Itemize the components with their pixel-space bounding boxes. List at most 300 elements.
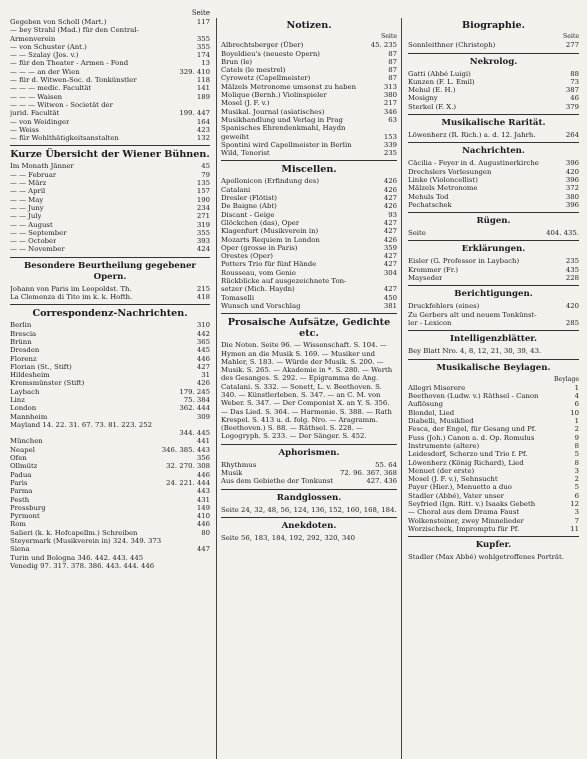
left-column (10, 9, 214, 759)
entry-page: 380 (565, 192, 579, 201)
entry-label: Mosel (J. F. v.) (221, 99, 270, 108)
divider (10, 304, 210, 305)
entry-label: Albrechtsberger (Über) (221, 41, 304, 50)
entry-page: 31 (201, 371, 210, 380)
entry-label: Orestes (Oper) (221, 252, 273, 261)
nekrolog-list (408, 70, 579, 111)
entry-label: Pesth (10, 495, 30, 504)
index-entry (408, 311, 579, 319)
entry-label: Rom (10, 520, 26, 529)
index-entry (408, 525, 579, 533)
correspondence-list (10, 321, 210, 570)
entry-page: 3 (574, 466, 579, 475)
entry-page: 6 (574, 491, 579, 500)
entry-page: 359 (383, 243, 397, 252)
entry-label: Catalani (221, 185, 251, 194)
entry-page: 87 (388, 74, 397, 83)
entry-label: Stadler (Abbé), Vater unser (408, 491, 504, 500)
divider (221, 489, 397, 490)
entry-label: Auflösung (408, 400, 443, 409)
entry-page: 329. 410 (179, 67, 210, 76)
index-entry (221, 108, 397, 116)
entry-label: Cäcilia - Feyer in d. Augustinerkirche (408, 159, 539, 168)
index-entry (408, 384, 579, 392)
entry-page: 117 (196, 18, 210, 26)
entry-label: — — May (10, 195, 44, 204)
entry-page: 313 (383, 82, 397, 91)
entry-page: 427 (383, 252, 397, 261)
divider (408, 285, 579, 286)
entry-page (207, 554, 210, 562)
entry-label: — — — Waisen (10, 92, 63, 101)
entry-page: 381 (383, 301, 397, 310)
index-entry (408, 168, 579, 176)
entry-page: 423 (196, 125, 210, 134)
kurze-uebersicht-title: Kurze Übersicht der Wiener Bühnen. (10, 149, 210, 161)
entry-page: 5 (574, 450, 579, 459)
entry-label: Oper (grosse in Paris) (221, 243, 298, 252)
divider (221, 444, 397, 445)
entry-label: — für den Theater - Armen - Fond (10, 59, 129, 68)
entry-page: 344. 445 (179, 429, 210, 438)
entry-page: 189 (196, 92, 210, 101)
index-entry (408, 193, 579, 201)
index-entry (221, 83, 397, 91)
entry-page: 355 (196, 42, 210, 51)
index-entry (10, 68, 210, 76)
entry-page: 55. 64 (375, 460, 397, 469)
index-entry (10, 245, 210, 253)
entry-page: 355 (196, 34, 210, 43)
index-entry (408, 70, 579, 78)
index-entry (408, 459, 579, 467)
entry-page: 277 (565, 41, 579, 50)
index-entry (221, 285, 397, 293)
entry-page: 304 (383, 268, 397, 277)
entry-page: 379 (565, 102, 579, 111)
entry-page: 424 (196, 245, 210, 254)
entry-label: Seyfried (Ign. Ritt. v.) Isaaks Gebeth (408, 499, 536, 508)
index-entry (408, 176, 579, 184)
index-entry (221, 260, 397, 268)
entry-label: Johann von Paris im Leopoldst. Th. (10, 284, 132, 293)
entry-label: — von Schuster (Ant.) (10, 42, 87, 51)
index-entry (10, 221, 210, 229)
berichtigungen-title: Berichtigungen. (454, 289, 533, 300)
divider (408, 212, 579, 213)
entry-label: Fuss (Joh.) Canon a. d. Op. Romulus (408, 433, 535, 442)
index-entry (221, 177, 397, 185)
middle-page-header: Seite (380, 33, 397, 40)
entry-label: Gegeben von Scholl (Mart.) (10, 18, 107, 26)
entry-page: 80 (201, 528, 210, 537)
erklaerungen-list (408, 257, 579, 282)
entry-page: 319 (196, 220, 210, 229)
index-entry (10, 109, 210, 117)
index-entry (221, 186, 397, 194)
entry-page: 418 (196, 293, 210, 302)
entry-page: 2 (574, 475, 579, 484)
entry-label: — — — an der Wien (10, 67, 80, 76)
index-entry (221, 133, 397, 141)
index-entry (408, 94, 579, 102)
index-entry (408, 492, 579, 500)
entry-page: 362. 444 (179, 404, 210, 413)
entry-label: Kremsmünster (Stift) (10, 379, 85, 388)
index-entry (221, 58, 397, 66)
beylagen-list (408, 384, 579, 533)
entry-page: 271 (196, 212, 210, 221)
entry-page: 420 (565, 167, 579, 176)
entry-page: 164 (196, 117, 210, 126)
entry-page: 356 (196, 454, 210, 463)
entry-label: — — July (10, 212, 42, 221)
index-entry (221, 194, 397, 202)
entry-page: 427. 436 (366, 477, 397, 486)
index-entry (10, 101, 210, 109)
entry-label: Salieri (k. k. Hofcapellm.) Schreiben (10, 528, 138, 537)
entry-page: 12 (570, 499, 579, 508)
index-entry (10, 429, 210, 437)
index-entry (221, 302, 397, 310)
intelligenz-title: Intelligenzblätter. (449, 334, 538, 345)
entry-page: 310 (196, 321, 210, 330)
index-entry (408, 266, 579, 274)
index-entry (408, 302, 579, 310)
index-entry (10, 371, 210, 379)
index-entry (10, 487, 210, 495)
entry-label: Wild, Tenorist (221, 149, 270, 158)
aphorismen-list (221, 461, 397, 486)
entry-label: Krommer (Fr.) (408, 265, 459, 274)
entry-page: 264 (565, 131, 579, 140)
beylagen-title: Musikalische Beylagen. (436, 362, 551, 373)
entry-page: 199. 447 (179, 109, 210, 118)
entry-page (576, 311, 579, 319)
entry-page: 393 (196, 237, 210, 246)
entry-label: Brun (le) (221, 57, 253, 66)
index-entry (10, 346, 210, 354)
entry-label: Steyermark (Musikverein in) 324. 349. 373 (10, 537, 162, 546)
divider (221, 517, 397, 518)
index-entry (221, 141, 397, 149)
entry-page: 426 (383, 185, 397, 194)
beylagen-subheader: Beylage (554, 375, 579, 383)
index-entry (10, 126, 210, 134)
entry-page: 1 (574, 383, 579, 392)
entry-label: Hildesheim (10, 371, 50, 380)
biographie-list (408, 41, 579, 49)
entry-page (207, 26, 210, 34)
index-entry (221, 74, 397, 82)
intelligenz-text: Bey Blatt Nro. 4, 8, 12, 21, 30, 39, 43. (408, 347, 542, 356)
randglossen-text: Seite 24, 32, 48, 56, 124, 136, 152, 160, 168, 184. (221, 505, 397, 514)
index-entry (221, 469, 397, 477)
index-entry (408, 103, 579, 111)
index-entry (10, 520, 210, 528)
entry-label: Mozarts Requiem in London (221, 235, 320, 244)
entry-label: Löwenherz (König Richard), Lied (408, 458, 524, 467)
index-entry (221, 149, 397, 157)
index-entry (221, 91, 397, 99)
berichtigungen-list (408, 302, 579, 327)
entry-page (207, 421, 210, 429)
prosa-title: Prosaische Aufsätze, Gedichte etc. (227, 317, 391, 340)
entry-label: — — October (10, 237, 57, 246)
index-entry (408, 201, 579, 209)
entry-label: Sonnleithner (Christoph) (408, 41, 496, 50)
divider (408, 240, 579, 241)
monthly-overview-list (10, 162, 210, 253)
entry-label: Catels (le mestrel) (221, 66, 286, 75)
index-entry (221, 477, 397, 485)
index-entry (10, 363, 210, 371)
index-entry (221, 277, 397, 285)
index-entry (408, 86, 579, 94)
entry-page: 309 (196, 412, 210, 421)
entry-label: Blondel, Lied (408, 408, 455, 417)
entry-page: 190 (196, 195, 210, 204)
index-entry (10, 229, 210, 237)
divider (408, 53, 579, 54)
entry-page: 179. 245 (179, 387, 210, 396)
entry-label: ler - Lexicon (408, 318, 452, 327)
index-entry (408, 508, 579, 516)
entry-label: Spanisches Ehrendenkmahl, Haydn (221, 124, 346, 133)
entry-label: Parma (10, 487, 33, 496)
entry-page: 426 (196, 379, 210, 388)
entry-page: 396 (565, 175, 579, 184)
entry-label: Florenz (10, 354, 37, 363)
index-entry (408, 467, 579, 475)
entry-label: — für Wohlthätigkeitsanstalten (10, 134, 119, 143)
entry-label: — — April (10, 187, 46, 196)
entry-page: 427 (383, 218, 397, 227)
index-entry (10, 59, 210, 67)
entry-page: 427 (383, 260, 397, 269)
index-entry (10, 35, 210, 43)
index-entry (10, 562, 210, 570)
opera-review-list (10, 285, 210, 302)
index-entry (221, 269, 397, 277)
entry-label: Turin und Bologna 346. 442. 443. 445 (10, 553, 144, 562)
index-entry (10, 187, 210, 195)
biographie-title: Biographie. (462, 20, 525, 31)
divider (221, 313, 397, 314)
entry-label: Dresden (10, 346, 40, 355)
entry-label: Löwenherz (R. Rich.) a. d. 12. Jahrh. (408, 131, 536, 140)
index-entry (10, 118, 210, 126)
entry-page: 8 (574, 458, 579, 467)
entry-page: 427 (196, 362, 210, 371)
index-entry (10, 93, 210, 101)
entry-label: — — Szalay (Jos. v.) (10, 51, 79, 60)
entry-label: jurid. Facultät (10, 109, 60, 118)
index-entry (10, 413, 210, 421)
entry-page: 5 (574, 483, 579, 492)
entry-page: 426 (383, 235, 397, 244)
prosa-text: Die Noten. Seite 96. — Wissenschaft. S. 104. — Hymen an die Musik S. 169. — Musiker und Mahler, S. 183. — Würde der Musik. S. 200. — Musik. S. 265. — Akademie in *. S. 280. — Werth des Gesanges. S. 292. — Epigramma de Ang. Catalani. S. 332. — Sonett, L. v. Beethoven. S. 340. — Künstlerleben. S. 347. — an C. M. von Weber. S. 347. — Der Componist X. an Y. S. 356. — Das Lied. S. 364. — Harmonie. S. 388. — Rath Krespel. S. 413 u. d. folg. Nro. — Aragramm. (Beethoven.) S. 88. — Räthsel. S. 228. — Logogryph. S. 233. — Der Sänger. S. 452. (221, 341, 393, 441)
entry-page (394, 124, 397, 132)
entry-label: Drechslers Vorlesungen (408, 167, 492, 176)
entry-label: — — — medic. Facultät (10, 84, 92, 93)
ruegen-list (408, 229, 579, 237)
index-entry (10, 355, 210, 363)
entry-page: 135 (196, 179, 210, 188)
entry-page: 339 (383, 140, 397, 149)
index-entry (10, 204, 210, 212)
entry-page: 153 (383, 132, 397, 141)
left-page-header: Seite (191, 9, 210, 17)
index-entry (408, 319, 579, 327)
kupfer-title: Kupfer. (475, 540, 512, 551)
entry-page: 11 (570, 524, 579, 533)
index-entry (221, 124, 397, 132)
entry-label: Spontini wird Capellmeister in Berlin (221, 140, 352, 149)
raritaet-list (408, 131, 579, 139)
index-entry (10, 437, 210, 445)
entry-label: Linz (10, 395, 25, 404)
entry-label: Boyeldieu's (neueste Opern) (221, 49, 320, 58)
index-entry (408, 131, 579, 139)
index-entry (10, 338, 210, 346)
entry-label: Payer (Hier.), Menuetto a duo (408, 483, 512, 492)
entry-page: 446 (196, 520, 210, 529)
entry-page: 445 (196, 346, 210, 355)
index-entry (10, 471, 210, 479)
entry-page: 446 (196, 354, 210, 363)
entry-label: Beethoven (Ludw. v.) Räthsel - Canon (408, 392, 539, 401)
entry-page: 7 (574, 516, 579, 525)
index-entry (221, 116, 397, 124)
index-entry (408, 159, 579, 167)
entry-page: 420 (565, 302, 579, 311)
miscellen-title: Miscellen. (281, 164, 337, 176)
divider (408, 114, 579, 115)
index-entry (408, 483, 579, 491)
divider (10, 257, 210, 258)
index-entry (10, 285, 210, 293)
entry-label: Mayseder (408, 274, 443, 283)
divider (408, 330, 579, 331)
entry-label: Musikhandlung und Verlag in Prag (221, 115, 343, 124)
entry-page: 1 (574, 417, 579, 426)
entry-page: 149 (196, 503, 210, 512)
entry-label: Berlin (10, 321, 32, 330)
index-entry (408, 41, 579, 49)
anekdoten-title: Anekdoten. (281, 520, 337, 531)
entry-label: Potters Trio für fünf Hände (221, 260, 317, 269)
entry-label: Aus dem Gebiethe der Tonkunst (221, 477, 334, 486)
entry-label: Cyrowetz (Capellmeister) (221, 74, 311, 83)
index-entry (10, 512, 210, 520)
randglossen-title: Randglossen. (276, 492, 342, 503)
index-entry (221, 461, 397, 469)
divider (408, 142, 579, 143)
entry-label: Mehuls Tod (408, 192, 449, 201)
kupfer-text: Stadler (Max Abbé) wohlgetroffenes Porträt. (408, 553, 564, 562)
raritaet-title: Musikalische Rarität. (441, 118, 546, 129)
index-entry (10, 330, 210, 338)
entry-label: Ollmütz (10, 462, 38, 471)
index-entry (221, 227, 397, 235)
entry-label: Molique (Bernh.) Violinspieler (221, 91, 327, 100)
entry-page: 235 (383, 149, 397, 158)
entry-label: geweiht (221, 132, 249, 141)
entry-label: Kunzen (F. L. Emil) (408, 77, 475, 86)
entry-label: Pyrmont (10, 512, 40, 521)
entry-page: 45 (201, 162, 210, 171)
index-entry (221, 252, 397, 260)
entry-label: De Baigne (Abt) (221, 202, 277, 211)
entry-page: 174 (196, 51, 210, 60)
entry-label: — — Juny (10, 203, 44, 212)
entry-page: 4 (574, 392, 579, 401)
entry-page: 228 (565, 274, 579, 283)
entry-label: München (10, 437, 43, 446)
index-entry (10, 237, 210, 245)
entry-label: Diabelli, Musiklied (408, 417, 474, 426)
entry-label: Tomaselli (221, 293, 255, 302)
entry-page: 141 (196, 84, 210, 93)
index-entry (221, 294, 397, 302)
entry-label: Discant - Geige (221, 210, 275, 219)
entry-page: 87 (388, 49, 397, 58)
index-entry (10, 162, 210, 170)
entry-label: — bey Strahl (Mad.) für den Central- (10, 26, 139, 35)
entry-label: Neapel (10, 445, 35, 454)
index-entry (221, 99, 397, 107)
index-entry (408, 450, 579, 458)
entry-page: 346 (383, 107, 397, 116)
entry-label: Mannheim (10, 412, 48, 421)
correspondenz-title: Correspondenz-Nachrichten. (32, 308, 188, 320)
entry-label: — Choral aus dem Drama Faust (408, 508, 520, 517)
entry-label: Brescia (10, 329, 37, 338)
index-entry (10, 421, 210, 429)
entry-page: 443 (196, 487, 210, 496)
entry-label: Mehul (E. H.) (408, 86, 456, 95)
index-entry (408, 517, 579, 525)
entry-label: Druckfehlers (eines) (408, 302, 480, 311)
entry-page: 446 (196, 470, 210, 479)
middle-column (216, 18, 402, 759)
entry-page (207, 562, 210, 570)
index-entry (408, 392, 579, 400)
entry-label: Pressburg (10, 503, 46, 512)
index-entry (10, 321, 210, 329)
entry-label: Klagenfurt (Musikverein in) (221, 227, 319, 236)
index-entry (10, 454, 210, 462)
entry-label: Padua (10, 470, 32, 479)
miscellen-list (221, 177, 397, 310)
entry-label: Florian (St., Stift) (10, 362, 72, 371)
divider (408, 359, 579, 360)
index-entry (10, 196, 210, 204)
index-entry (10, 462, 210, 470)
entry-label: Pechatschek (408, 200, 452, 209)
entry-label: Siena (10, 545, 30, 554)
entry-label: Sterkel (F. X.) (408, 102, 457, 111)
entry-page: 32. 270. 308 (166, 462, 210, 471)
index-entry (10, 51, 210, 59)
entry-page: 235 (565, 257, 579, 266)
index-entry (408, 184, 579, 192)
index-entry (408, 257, 579, 265)
entry-page: 404. 435. (546, 229, 579, 238)
right-page-header: Seite (562, 33, 579, 40)
entry-page: 427 (383, 194, 397, 203)
